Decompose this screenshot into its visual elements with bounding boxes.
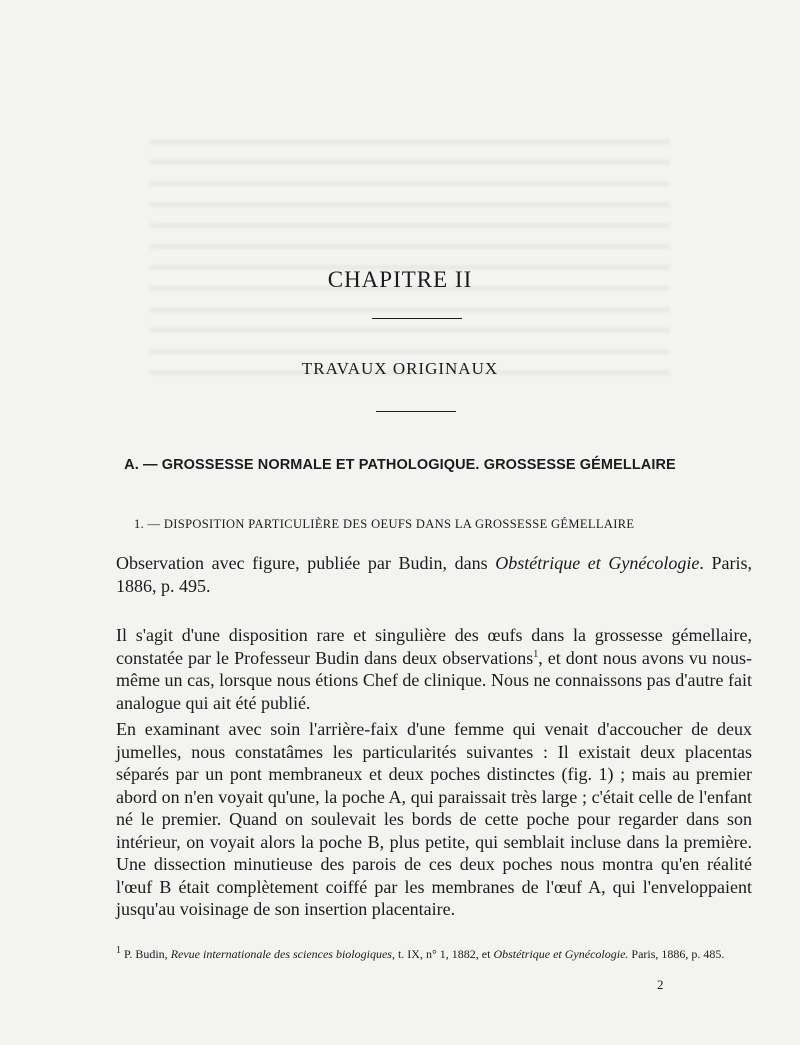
footnote — [116, 947, 752, 962]
footnote-mark: 1 — [116, 945, 121, 956]
footnote-middle: , t. IX, n° 1, 1882, et — [391, 947, 494, 961]
footnote-end: Paris, 1886, p. 485. — [628, 947, 725, 961]
chapter-heading: CHAPITRE II — [327, 267, 473, 292]
bleed-through-shadow — [150, 130, 670, 380]
paragraph-1-end: , et dont nous avons vu nous-même un cas, lorsque nous étions Chef de clinique. Nous ne connaissons pas d'autre fait analogue qui ait été publié. — [116, 647, 752, 713]
item-heading: 1. — DISPOSITION PARTICULIÈRE DES OEUFS DANS LA GROSSESSE GÉMELLAIRE — [134, 517, 635, 531]
paragraph-1-start: Il s'agit d'une disposition rare et singulière des œufs dans la grossesse gémellaire, constatée par le Professeur Budin dans deux observations — [116, 625, 752, 668]
observation-paragraph — [116, 552, 752, 597]
observation-text-start: Observation avec figure, publiée par Budin, dans — [116, 553, 496, 573]
chapter-rule — [372, 318, 462, 319]
observation-journal: Obstétrique et Gynécologie — [495, 553, 700, 573]
subsection-heading: A. — GROSSESSE NORMALE ET PATHOLOGIQUE. GROSSESSE GÉMELLAIRE — [124, 457, 676, 473]
observation-text-end: . Paris, 1886, p. 495. — [116, 553, 752, 596]
paragraph-2: En examinant avec soin l'arrière-faix d'une femme qui venait d'accoucher de deux jumelles, nous constatâmes les particularités suivantes : Il existait deux placentas séparés par un pont membraneux et deux poches distinctes (fig. 1) ; mais au premier abord on n'en voyait qu'une, la poche A, qui paraissait très large ; c'était celle de l'enfant né le premier. Quand on soulevait les bords de cette poche pour regarder dans son intérieur, on voyait alors la poche B, plus petite, qui semblait incluse dans la première. Une dissection minutieuse des parois de ces deux poches nous montra qu'en réalité l'œuf B était complètement coiffé par les membranes de l'œuf A, qui l'enveloppaient jusqu'au voisinage de son insertion placentaire. — [116, 719, 752, 919]
page-number: 2 — [657, 977, 664, 992]
footnote-journal-2: Obstétrique et Gynécologie. — [493, 947, 629, 961]
paragraph-1 — [116, 624, 752, 714]
section-rule — [376, 411, 456, 412]
footnote-journal: Revue internationale des sciences biologiques — [170, 947, 392, 961]
footnote-author: P. Budin, — [124, 947, 168, 961]
footnote-reference: 1 — [533, 648, 539, 660]
section-heading: TRAVAUX ORIGINAUX — [301, 359, 499, 378]
